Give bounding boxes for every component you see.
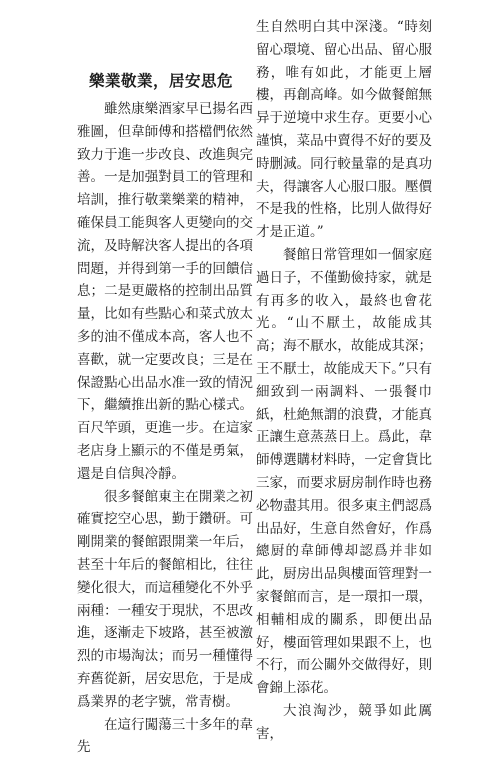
right-column (256, 16, 432, 746)
paragraph: 餐館日常管理如一個家庭過日子，不僅勤儉持家，就是有再多的收入，最終也會花光。“山不厭土，故能成其高；海不厭水，故能成其深；王不厭士，故能成天下。”只有細致到一兩調料、一張餐巾紙，杜絶無謂的浪費，才能真正讓生意蒸蒸日上。爲此，韋師傅選購材料時，一定會貨比三家，而要求厨房制作時也務必物盡其用。很多東主們認爲出品好，生意自然會好，作爲總厨的韋師傅却認爲并非如此，厨房出品與樓面管理對一家餐館而言，是一環扣一環，相輔相成的關系，即便出品好，樓面管理如果跟不上，也不行，而公關外交做得好，則會錦上添花。 (256, 246, 432, 697)
article-title: 樂業敬業，居安思危 (89, 72, 234, 90)
left-column (77, 70, 253, 759)
paragraph-continued: 生自然明白其中深淺。“時刻留心環境、留心出品、留心服務，唯有如此，才能更上層樓，再創高峰。如今做餐館無异于逆境中求生存。更要小心謹慎，菜品中賣得不好的要及時删減。同行較量靠的是真功夫，得讓客人心服口服。壓價不是我的性格，比別人做得好才是正道。” (256, 19, 432, 241)
paragraph: 雖然康樂酒家早已揚名西雅圖，但韋師傅和搭檔們依然致力于進一步改良、改進與完善。一是加强對員工的管理和培訓，推行敬業樂業的精神，確保員工能與客人更變向的交流，及時解決客人提出的各項問題，并得到第一手的回饋信息；二是更嚴格的控制出品質量，比如有些點心和菜式放太多的油不僅成本高，客人也不喜歡，就一定要改良；三是在保證點心出品水准一致的情況下，繼續推出新的點心樣式。百尺竿頭，更進一步。在這家老店身上顯示的不僅是勇氣，還是自信與冷靜。 (77, 101, 253, 482)
paragraph: 大浪淘沙，競爭如此厲害， (256, 702, 432, 742)
paragraph: 很多餐館東主在開業之初確實挖空心思，勤于鑽研。可剛開業的餐館跟開業一年后，甚至十年后的餐館相比，往往變化很大，而這種變化不外乎兩種：一種安于現狀，不思改進，逐漸走下坡路，甚至被激烈的市場淘汰；而另一種懂得弃舊從新，居安思危，于是成爲業界的老字號，常青樹。 (77, 488, 253, 710)
paragraph: 在這行闖蕩三十多年的韋先 (77, 716, 253, 756)
